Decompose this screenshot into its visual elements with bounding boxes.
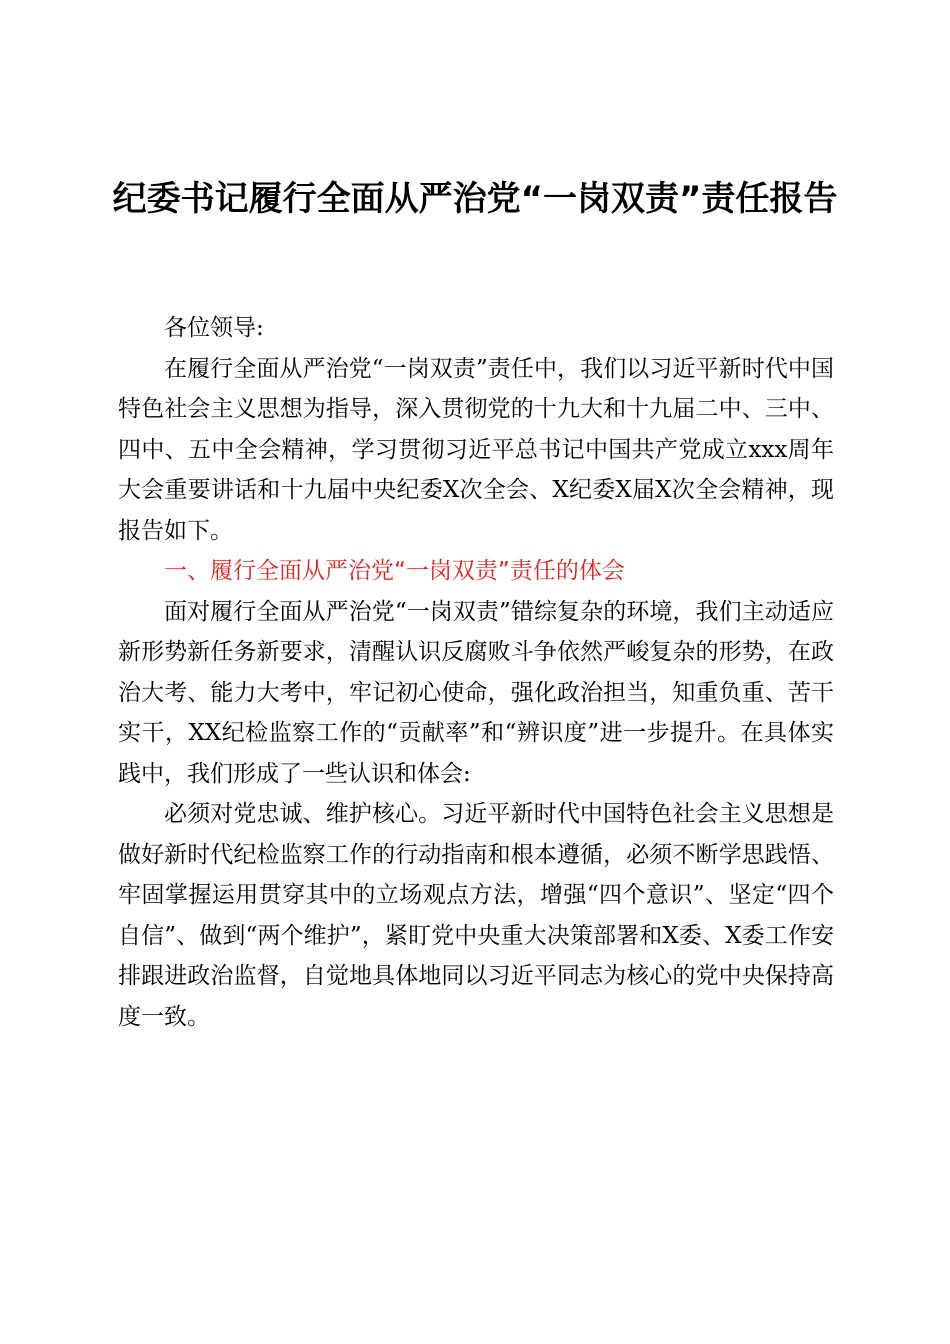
salutation: 各位领导: bbox=[164, 315, 264, 341]
intro-paragraph: 在履行全面从严治党“一岗双责”责任中，我们以习近平新时代中国特色社会主义思想为指导，深入贯彻党的十九大和十九届二中、三中、四中、五中全会精神，学习贯彻习近平总书记中国共产党成立xxx周年大会重要讲话和十九届中央纪委X次全会、X纪委X届X次全会精神，现报告如下。 bbox=[118, 355, 834, 544]
section-paragraph: 面对履行全面从严治党“一岗双责”错综复杂的环境，我们主动适应新形势新任务新要求，清醒认识反腐败斗争依然严峻复杂的形势，在政治大考、能力大考中，牢记初心使命，强化政治担当，知重负重、苦干实干，XX纪检监察工作的“贡献率”和“辨识度”进一步提升。在具体实践中，我们形成了一些认识和体会: bbox=[118, 598, 834, 787]
section-heading: 一、履行全面从严治党“一岗双责”责任的体会 bbox=[164, 558, 625, 584]
document-body bbox=[118, 308, 834, 1037]
document-title: 纪委书记履行全面从严治党“一岗双责”责任报告 bbox=[112, 179, 838, 219]
section-paragraph: 必须对党忠诚、维护核心。习近平新时代中国特色社会主义思想是做好新时代纪检监察工作的行动指南和根本遵循，必须不断学思践悟、牢固掌握运用贯穿其中的立场观点方法，增强“四个意识”、坚定“四个自信”、做到“两个维护”，紧盯党中央重大决策部署和X委、X委工作安排跟进政治监督，自觉地具体地同以习近平同志为核心的党中央保持高度一致。 bbox=[118, 801, 834, 1030]
